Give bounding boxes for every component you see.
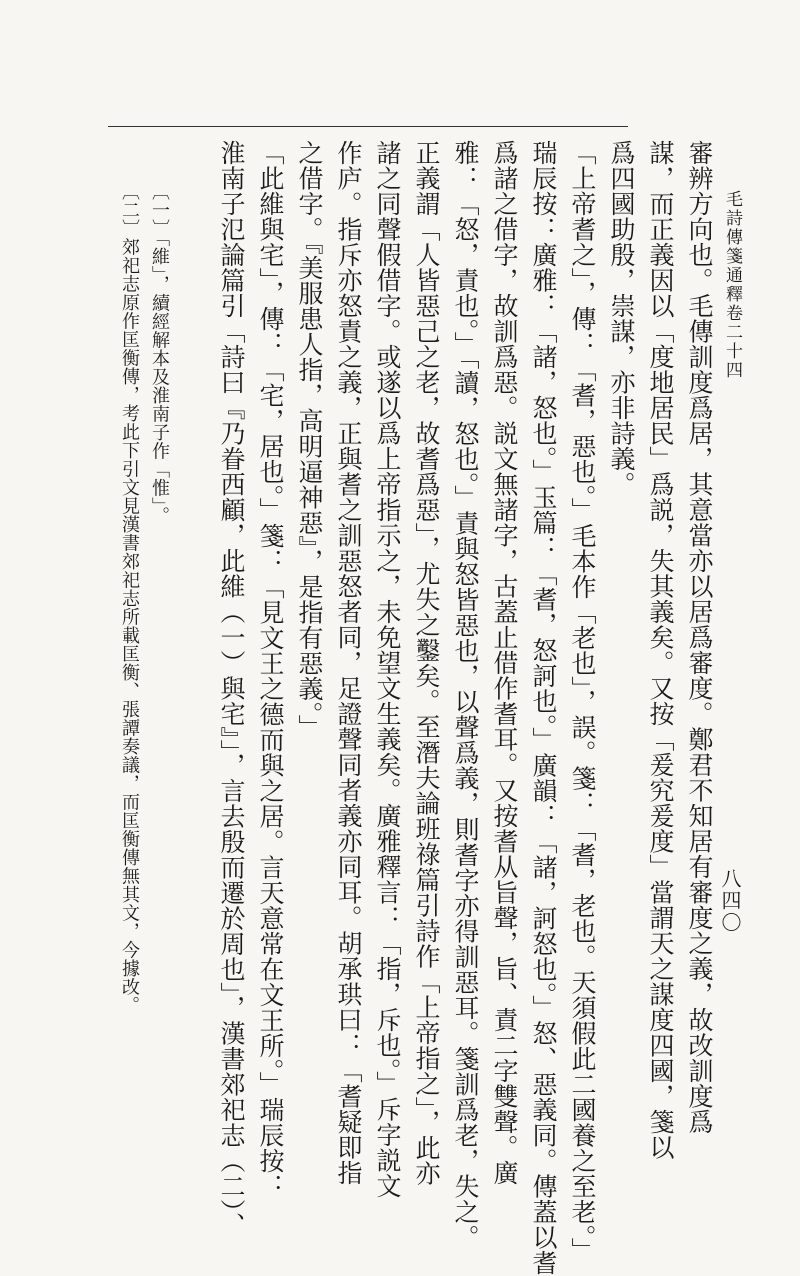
text-column: 「上帝耆之」，傳：「耆，惡也。」毛本作「老也」，誤。箋：「耆，老也。天須假此二國養之至老。」 [568,140,597,1263]
text-column: 之借字。『美服患人指，高明逼神惡』，是指有惡義。」 [295,140,324,740]
page-number: 八四〇 [718,868,742,934]
text-column: 審辨方向也。毛傳訓度爲居，其意當亦以居爲審度。鄭君不知居有審度之義，故改訓度爲 [685,140,714,1135]
text-column: 正義謂「人皆惡己之老，故耆爲惡」，尤失之鑿矣。至潛夫論班祿篇引詩作「上帝指之」，此亦 [412,140,441,1186]
text-column: 爲四國助殷，崇謀，亦非詩義。 [607,140,636,497]
text-column: 瑞辰按：廣雅：「諸，怒也。」玉篇：「耆，怒訶也。」廣韻：「諸，訶怒也。」怒、惡義同。傳蓋以耆 [529,140,558,1276]
text-column: 作庐。指斥亦怒責之義，正與耆之訓惡怒者同，足證聲同者義亦同耳。胡承珙曰：「耆疑即指 [334,140,363,1186]
text-column: 淮南子氾論篇引「詩曰『乃眷西顧，此維（一）與宅』」，言去殷而遷於周也」，漢書郊祀志（二）、 [217,140,246,1238]
text-column: 雅：「怒，責也。」「讀，怒也。」責與怒皆惡也，以聲爲義，則耆字亦得訓惡耳。箋訓爲老，失之。 [451,140,480,1250]
footnote: 〔一〕「維」，續經解本及淮南子作「惟」。 [149,182,170,525]
footnote-divider [108,126,628,127]
running-head: 毛詩傳箋通釋卷二十四 [722,190,742,380]
text-column: 謀，而正義因以「度地居民」爲説，失其義矣。又按「爰究爰度」當謂天之謀度四國，箋以 [646,140,675,1160]
text-column: 諸之同聲假借字。或遂以爲上帝指示之，未免望文生義矣。廣雅釋言：「指，斥也。」斥字説文 [373,140,402,1199]
footnote: 〔二〕郊祀志原作匡衡傳，考此下引文見漢書郊祀志所載匡衡、張譚奏議，而匡衡傳無其文，今據改。 [119,182,140,1015]
text-column: 爲諸之借字，故訓爲惡。説文無諸字，古蓋止借作耆耳。又按耆从旨聲，旨、責二字雙聲。廣 [490,140,519,1186]
text-column: 「此維與宅」，傳：「宅，居也。」箋：「見文王之德而與之居。言天意常在文王所。」瑞辰按： [256,140,285,1199]
